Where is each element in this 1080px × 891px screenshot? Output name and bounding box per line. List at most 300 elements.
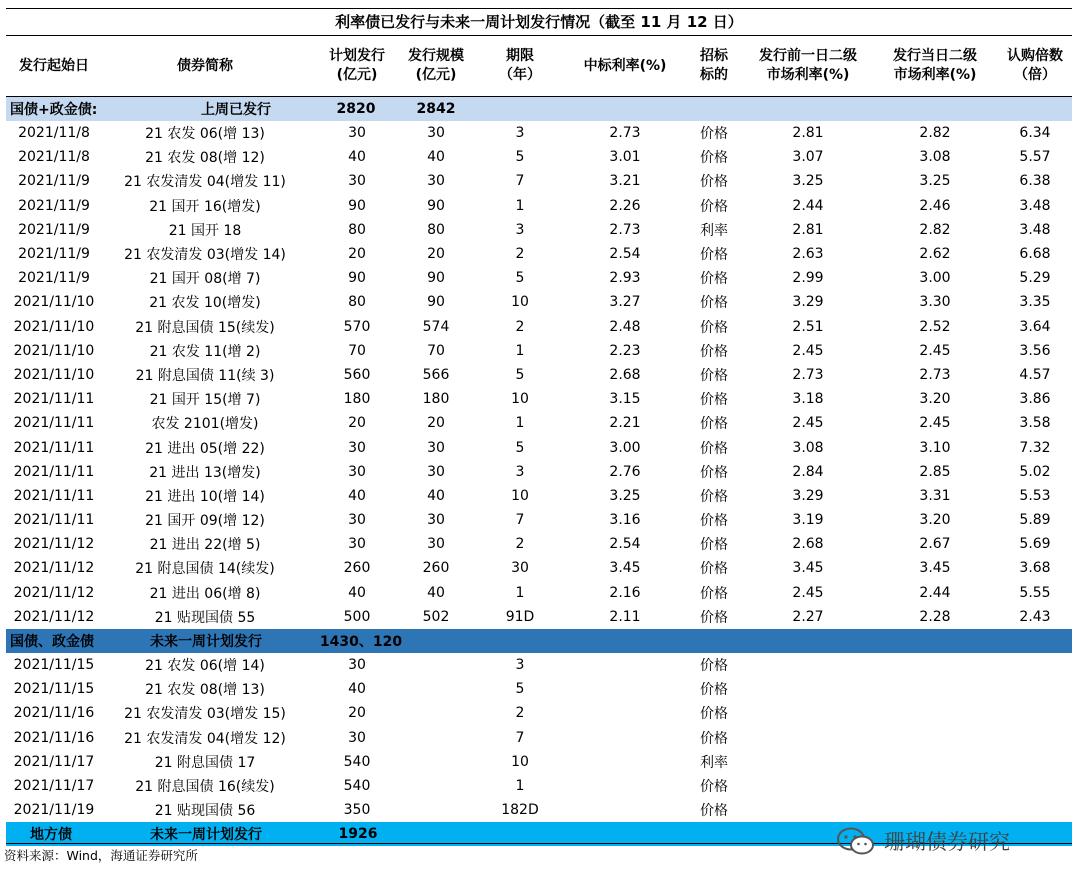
cell-bond-name: 21 进出 13(增发): [149, 464, 261, 481]
cell-bid-to-cover: 3.48: [1019, 197, 1051, 214]
cell-bid-to-cover: [998, 750, 1072, 774]
cell-planned-amount: 20: [348, 705, 366, 722]
cell-winning-rate: 2.54: [609, 246, 641, 263]
cell-same-day-rate: 3.31: [919, 487, 951, 504]
cell-planned-amount: 40: [348, 681, 366, 698]
cell-winning-rate: 3.15: [609, 391, 641, 408]
cell-date: 2021/11/9: [18, 173, 90, 190]
cell-date: 2021/11/16: [13, 705, 95, 722]
header-date: 发行起始日: [19, 57, 89, 74]
cell-winning-rate: 3.27: [609, 294, 641, 311]
cell-term: 1: [515, 197, 525, 214]
cell-winning-rate: [566, 750, 684, 774]
cell-term: 10: [511, 294, 529, 311]
cell-prev-day-rate: 3.29: [792, 487, 824, 504]
cell-bond-name: 21 国开 16(增发): [149, 198, 261, 215]
cell-prev-day-rate: 2.45: [792, 342, 824, 359]
cell-planned-amount: 350: [343, 802, 371, 819]
cell-winning-rate: 3.21: [609, 173, 641, 190]
cell-same-day-rate: 2.82: [919, 221, 951, 238]
cell-term: 5: [515, 366, 525, 383]
wechat-icon: [836, 826, 876, 856]
cell-bond-name: 21 国开 09(增 12): [145, 513, 265, 530]
cell-prev-day-rate: 2.73: [792, 366, 824, 383]
cell-date: 2021/11/10: [13, 366, 95, 383]
cell-planned-amount: 20: [348, 246, 366, 263]
cell-date: 2021/11/10: [13, 318, 95, 335]
cell-date: 2021/11/11: [13, 415, 95, 432]
cell-same-day-rate: [872, 726, 998, 750]
cell-winning-rate: 2.68: [609, 366, 641, 383]
cell-issued-amount: [398, 701, 474, 725]
cell-issued-amount: 30: [427, 463, 445, 480]
table-row: [6, 290, 1072, 314]
cell-date: 2021/11/8: [18, 125, 90, 142]
cell-bond-name: 21 贴现国债 56: [154, 803, 256, 820]
cell-term: 3: [515, 221, 525, 238]
cell-tender-target: 价格: [700, 271, 728, 288]
table-row: [6, 726, 1072, 750]
cell-issued-amount: 260: [422, 560, 450, 577]
cell-bond-name: 21 附息国债 17: [154, 754, 256, 771]
cell-bond-name: 21 国开 15(增 7): [149, 392, 261, 409]
cell-term: 2: [515, 246, 525, 263]
section-label: 国债+政金债:: [10, 102, 98, 118]
cell-prev-day-rate: 3.45: [792, 560, 824, 577]
cell-issued-amount: [398, 653, 474, 677]
cell-prev-day-rate: 2.68: [792, 536, 824, 553]
cell-tender-target: 价格: [700, 730, 728, 747]
cell-bid-to-cover: 5.57: [1019, 149, 1051, 166]
cell-prev-day-rate: 3.18: [792, 391, 824, 408]
cell-term: 182D: [501, 802, 539, 819]
cell-date: 2021/11/16: [13, 729, 95, 746]
cell-date: 2021/11/12: [13, 584, 95, 601]
cell-bid-to-cover: 5.89: [1019, 512, 1051, 529]
table-row: [6, 435, 1072, 459]
cell-planned-amount: 90: [348, 270, 366, 287]
cell-bond-name: 21 农发清发 04(增发 12): [124, 730, 286, 747]
cell-winning-rate: 2.48: [609, 318, 641, 335]
table-row: [6, 194, 1072, 218]
cell-date: 2021/11/8: [18, 149, 90, 166]
cell-bid-to-cover: [998, 798, 1072, 822]
cell-tender-target: 价格: [700, 682, 728, 699]
table-row: [6, 121, 1072, 145]
cell-bid-to-cover: 3.68: [1019, 560, 1051, 577]
cell-bond-name: 21 农发 06(增 13): [145, 126, 265, 143]
cell-bond-name: 21 农发 06(增 14): [145, 658, 265, 675]
cell-term: 2: [515, 536, 525, 553]
cell-bid-to-cover: 6.34: [1019, 125, 1051, 142]
cell-winning-rate: 2.76: [609, 463, 641, 480]
cell-prev-day-rate: [744, 677, 872, 701]
section-plan: 1926: [338, 826, 378, 843]
cell-tender-target: 价格: [700, 778, 728, 795]
cell-winning-rate: 2.73: [609, 125, 641, 142]
cell-prev-day-rate: [744, 774, 872, 798]
cell-term: 3: [515, 657, 525, 674]
cell-prev-day-rate: 3.25: [792, 173, 824, 190]
cell-planned-amount: 540: [343, 753, 371, 770]
cell-prev-day-rate: 2.45: [792, 415, 824, 432]
cell-bid-to-cover: 3.35: [1019, 294, 1051, 311]
table-row: [6, 653, 1072, 677]
cell-tender-target: 价格: [700, 585, 728, 602]
cell-tender-target: 价格: [700, 488, 728, 505]
cell-term: 10: [511, 487, 529, 504]
cell-issued-amount: 90: [427, 270, 445, 287]
cell-issued-amount: 30: [427, 512, 445, 529]
cell-term: 10: [511, 391, 529, 408]
cell-bond-name: 21 进出 06(增 8): [149, 585, 261, 602]
cell-winning-rate: 2.54: [609, 536, 641, 553]
cell-tender-target: 价格: [700, 537, 728, 554]
cell-bid-to-cover: 6.68: [1019, 246, 1051, 263]
cell-bond-name: 21 农发清发 03(增发 14): [124, 247, 286, 264]
cell-planned-amount: 570: [343, 318, 371, 335]
cell-planned-amount: 560: [343, 366, 371, 383]
cell-same-day-rate: 3.20: [919, 512, 951, 529]
cell-bid-to-cover: 3.86: [1019, 391, 1051, 408]
cell-tender-target: 价格: [700, 513, 728, 530]
cell-bond-name: 21 附息国债 14(续发): [135, 561, 275, 578]
cell-term: 7: [515, 729, 525, 746]
table-row: [6, 218, 1072, 242]
cell-planned-amount: 20: [348, 415, 366, 432]
cell-planned-amount: 40: [348, 487, 366, 504]
cell-planned-amount: 180: [343, 391, 371, 408]
cell-same-day-rate: 2.44: [919, 584, 951, 601]
cell-date: 2021/11/9: [18, 197, 90, 214]
cell-bid-to-cover: 3.58: [1019, 415, 1051, 432]
header-bid-to-cover: 认购倍数 （倍）: [1007, 48, 1063, 83]
cell-tender-target: 价格: [700, 247, 728, 264]
cell-winning-rate: [566, 701, 684, 725]
cell-planned-amount: 260: [343, 560, 371, 577]
cell-bid-to-cover: 5.69: [1019, 536, 1051, 553]
table-row: [6, 677, 1072, 701]
cell-tender-target: 利率: [700, 754, 728, 771]
table-row: [6, 701, 1072, 725]
cell-issued-amount: 70: [427, 342, 445, 359]
cell-date: 2021/11/12: [13, 536, 95, 553]
cell-issued-amount: 180: [422, 391, 450, 408]
cell-bid-to-cover: 5.53: [1019, 487, 1051, 504]
cell-same-day-rate: 2.62: [919, 246, 951, 263]
cell-bond-name: 21 农发清发 04(增发 11): [124, 174, 286, 191]
cell-winning-rate: 2.21: [609, 415, 641, 432]
section-sub: 未来一周计划发行: [150, 633, 262, 650]
cell-bid-to-cover: 3.48: [1019, 221, 1051, 238]
cell-date: 2021/11/12: [13, 608, 95, 625]
cell-term: 30: [511, 560, 529, 577]
cell-term: 5: [515, 149, 525, 166]
cell-same-day-rate: 2.85: [919, 463, 951, 480]
cell-term: 1: [515, 342, 525, 359]
cell-winning-rate: 3.25: [609, 487, 641, 504]
cell-same-day-rate: [872, 750, 998, 774]
table-row: [6, 798, 1072, 822]
cell-prev-day-rate: 2.63: [792, 246, 824, 263]
cell-bid-to-cover: 3.56: [1019, 342, 1051, 359]
table-row: [6, 242, 1072, 266]
cell-prev-day-rate: 2.44: [792, 197, 824, 214]
section-plan: 1430、120: [319, 633, 403, 650]
cell-bond-name: 21 进出 05(增 22): [145, 440, 265, 457]
cell-planned-amount: 30: [348, 125, 366, 142]
cell-prev-day-rate: [744, 653, 872, 677]
cell-date: 2021/11/15: [13, 657, 95, 674]
cell-planned-amount: 30: [348, 173, 366, 190]
cell-tender-target: 价格: [700, 561, 728, 578]
cell-prev-day-rate: 2.81: [792, 221, 824, 238]
table-row: [6, 508, 1072, 532]
cell-bond-name: 21 农发 11(增 2): [149, 343, 261, 360]
cell-term: 5: [515, 681, 525, 698]
watermark: [836, 826, 1010, 856]
cell-tender-target: 价格: [700, 174, 728, 191]
cell-winning-rate: [566, 677, 684, 701]
cell-planned-amount: 40: [348, 149, 366, 166]
cell-issued-amount: 30: [427, 125, 445, 142]
cell-prev-day-rate: [744, 726, 872, 750]
cell-tender-target: 价格: [700, 198, 728, 215]
cell-prev-day-rate: 3.07: [792, 149, 824, 166]
cell-term: 3: [515, 463, 525, 480]
cell-bond-name: 21 国开 18: [168, 222, 242, 239]
cell-tender-target: 价格: [700, 150, 728, 167]
cell-prev-day-rate: [744, 701, 872, 725]
cell-bond-name: 21 农发 08(增 12): [145, 150, 265, 167]
cell-prev-day-rate: 2.99: [792, 270, 824, 287]
cell-issued-amount: 502: [422, 608, 450, 625]
cell-term: 91D: [505, 608, 535, 625]
cell-issued-amount: [398, 774, 474, 798]
cell-same-day-rate: 3.10: [919, 439, 951, 456]
cell-issued-amount: 30: [427, 439, 445, 456]
header-tender-target: 招标 标的: [700, 48, 728, 83]
cell-bid-to-cover: 7.32: [1019, 439, 1051, 456]
section-label: 国债、政金债: [10, 633, 94, 650]
cell-planned-amount: 500: [343, 608, 371, 625]
cell-term: 5: [515, 439, 525, 456]
cell-same-day-rate: 3.20: [919, 391, 951, 408]
cell-bond-name: 21 贴现国债 55: [154, 609, 256, 626]
cell-issued-amount: 90: [427, 294, 445, 311]
cell-tender-target: 价格: [700, 803, 728, 820]
cell-bid-to-cover: [998, 653, 1072, 677]
cell-prev-day-rate: 2.45: [792, 584, 824, 601]
cell-prev-day-rate: 3.29: [792, 294, 824, 311]
cell-same-day-rate: 2.73: [919, 366, 951, 383]
cell-issued-amount: 566: [422, 366, 450, 383]
table-row: [6, 411, 1072, 435]
cell-issued-amount: 90: [427, 197, 445, 214]
cell-same-day-rate: 2.82: [919, 125, 951, 142]
cell-winning-rate: [566, 726, 684, 750]
cell-term: 1: [515, 777, 525, 794]
cell-prev-day-rate: 2.27: [792, 608, 824, 625]
cell-issued-amount: 40: [427, 584, 445, 601]
past-week-rows: [6, 121, 1072, 629]
cell-bid-to-cover: [998, 701, 1072, 725]
cell-issued-amount: 30: [427, 536, 445, 553]
cell-issued-amount: 30: [427, 173, 445, 190]
cell-planned-amount: 30: [348, 729, 366, 746]
cell-winning-rate: 2.16: [609, 584, 641, 601]
cell-tender-target: 价格: [700, 392, 728, 409]
cell-planned-amount: 90: [348, 197, 366, 214]
cell-tender-target: 价格: [700, 609, 728, 626]
cell-bond-name: 农发 2101(增发): [151, 416, 259, 433]
cell-bid-to-cover: 5.55: [1019, 584, 1051, 601]
header-prev-day-rate: 发行前一日二级 市场利率(%): [759, 48, 857, 83]
cell-winning-rate: [566, 653, 684, 677]
cell-tender-target: 价格: [700, 295, 728, 312]
cell-same-day-rate: 3.08: [919, 149, 951, 166]
cell-planned-amount: 30: [348, 657, 366, 674]
cell-term: 1: [515, 584, 525, 601]
header-row: [6, 36, 1072, 97]
cell-term: 5: [515, 270, 525, 287]
cell-bid-to-cover: [998, 726, 1072, 750]
table-row: [6, 145, 1072, 169]
section-size: 2842: [416, 101, 456, 117]
cell-issued-amount: [398, 726, 474, 750]
cell-winning-rate: 2.11: [609, 608, 641, 625]
cell-winning-rate: [566, 798, 684, 822]
cell-date: 2021/11/12: [13, 560, 95, 577]
header-same-day-rate: 发行当日二级 市场利率(%): [893, 48, 977, 83]
cell-winning-rate: 2.73: [609, 221, 641, 238]
cell-term: 3: [515, 125, 525, 142]
cell-bond-name: 21 附息国债 16(续发): [135, 778, 275, 795]
cell-issued-amount: [398, 750, 474, 774]
cell-same-day-rate: 2.67: [919, 536, 951, 553]
cell-same-day-rate: 3.25: [919, 173, 951, 190]
table-row: [6, 266, 1072, 290]
cell-term: 7: [515, 173, 525, 190]
table-row: [6, 774, 1072, 798]
cell-tender-target: 价格: [700, 126, 728, 143]
cell-term: 7: [515, 512, 525, 529]
cell-bid-to-cover: 2.43: [1019, 608, 1051, 625]
header-winning-rate: 中标利率(%): [583, 57, 667, 74]
cell-prev-day-rate: 2.84: [792, 463, 824, 480]
table-row: [6, 387, 1072, 411]
table-row: [6, 460, 1072, 484]
cell-same-day-rate: 3.45: [919, 560, 951, 577]
cell-tender-target: 价格: [700, 440, 728, 457]
cell-bid-to-cover: 5.02: [1019, 463, 1051, 480]
cell-issued-amount: 574: [422, 318, 450, 335]
cell-date: 2021/11/17: [13, 753, 95, 770]
section-row-next-week: [6, 629, 1072, 653]
table-row: [6, 581, 1072, 605]
cell-date: 2021/11/11: [13, 391, 95, 408]
cell-planned-amount: 80: [348, 294, 366, 311]
cell-bond-name: 21 附息国债 11(续 3): [135, 367, 275, 384]
cell-planned-amount: 30: [348, 536, 366, 553]
cell-same-day-rate: 2.52: [919, 318, 951, 335]
cell-tender-target: 价格: [700, 367, 728, 384]
cell-same-day-rate: [872, 701, 998, 725]
table-row: [6, 556, 1072, 580]
cell-planned-amount: 40: [348, 584, 366, 601]
table-row: [6, 339, 1072, 363]
table-row: [6, 605, 1072, 629]
cell-bid-to-cover: 4.57: [1019, 366, 1051, 383]
cell-winning-rate: 2.26: [609, 197, 641, 214]
cell-bond-name: 21 进出 10(增 14): [145, 488, 265, 505]
cell-prev-day-rate: [744, 750, 872, 774]
cell-bid-to-cover: 5.29: [1019, 270, 1051, 287]
cell-winning-rate: 2.23: [609, 342, 641, 359]
section-sub: 上周已发行: [201, 102, 271, 118]
cell-prev-day-rate: 2.51: [792, 318, 824, 335]
cell-bid-to-cover: [998, 774, 1072, 798]
cell-same-day-rate: 2.45: [919, 342, 951, 359]
cell-planned-amount: 30: [348, 463, 366, 480]
cell-bid-to-cover: 3.64: [1019, 318, 1051, 335]
section-row-past-week: [6, 97, 1072, 121]
cell-term: 10: [511, 753, 529, 770]
cell-issued-amount: 80: [427, 221, 445, 238]
cell-winning-rate: 3.16: [609, 512, 641, 529]
bond-issuance-table: [6, 8, 1072, 846]
header-term: 期限 （年）: [499, 48, 541, 83]
cell-issued-amount: 20: [427, 246, 445, 263]
table-title: 利率债已发行与未来一周计划发行情况（截至 11 月 12 日）: [6, 8, 1072, 36]
cell-date: 2021/11/17: [13, 777, 95, 794]
cell-bid-to-cover: 6.38: [1019, 173, 1051, 190]
cell-bond-name: 21 农发 10(增发): [149, 295, 261, 312]
cell-bond-name: 21 进出 22(增 5): [149, 537, 261, 554]
cell-tender-target: 价格: [700, 416, 728, 433]
section-plan: 2820: [336, 101, 376, 117]
cell-date: 2021/11/11: [13, 439, 95, 456]
cell-term: 1: [515, 415, 525, 432]
table-row: [6, 169, 1072, 193]
cell-same-day-rate: [872, 653, 998, 677]
cell-tender-target: 价格: [700, 319, 728, 336]
cell-prev-day-rate: 3.08: [792, 439, 824, 456]
cell-winning-rate: 3.45: [609, 560, 641, 577]
cell-bond-name: 21 农发 08(增 13): [145, 682, 265, 699]
cell-date: 2021/11/9: [18, 270, 90, 287]
cell-winning-rate: 3.00: [609, 439, 641, 456]
cell-same-day-rate: 3.00: [919, 270, 951, 287]
cell-planned-amount: 540: [343, 777, 371, 794]
cell-winning-rate: 2.93: [609, 270, 641, 287]
cell-same-day-rate: 2.45: [919, 415, 951, 432]
section-label: 地方债: [30, 827, 72, 844]
cell-same-day-rate: 3.30: [919, 294, 951, 311]
cell-tender-target: 价格: [700, 343, 728, 360]
watermark-text: 珊瑚债券研究: [884, 830, 1010, 854]
cell-tender-target: 利率: [700, 222, 728, 239]
cell-bond-name: 21 附息国债 15(续发): [135, 319, 275, 336]
header-issued-amount: 发行规模 (亿元): [408, 48, 464, 83]
cell-date: 2021/11/9: [18, 221, 90, 238]
cell-prev-day-rate: 3.19: [792, 512, 824, 529]
cell-issued-amount: 20: [427, 415, 445, 432]
cell-prev-day-rate: [744, 798, 872, 822]
cell-date: 2021/11/10: [13, 342, 95, 359]
section-sub: 未来一周计划发行: [150, 827, 262, 844]
table-row: [6, 363, 1072, 387]
